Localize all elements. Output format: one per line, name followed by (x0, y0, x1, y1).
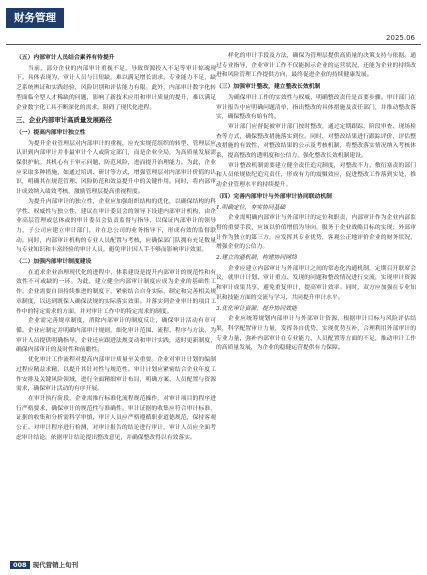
section-heading: （三）加强审计整改，建立整改长效机制 (216, 84, 321, 91)
paragraph: 企业需明确内部审计与外部审计的定位和职责，内部审计作为企业内部监督的重要手段，应该以价值增值为导向，服务于企业战略目标的实现；外部审计作为独立的第三方，应发挥其专业优势，客观公正地评价企业的财务状况，增强企业的公信力。 (216, 215, 416, 251)
header-bar (0, 0, 427, 40)
section-heading: （一）提高内部审计独立性 (16, 129, 86, 136)
section-label: 财务管理 (6, 8, 64, 28)
paragraph: 当前，部分企业的内部审计重视不足，导致资源投入不足等审计惊魂现下。具体表现为，审计人员与日短缺，难以满足增长需求，专业能力不足，缺乏系统辨证和实践经验，风险识别和评估能力有限。此外，内部审计数字化转型面临全型人才稀缺的问题，影响了新技术应用和审计质量的提升，难以满足企业数字化工具不断深化的需求，阻碍了现代化进程。 (16, 65, 216, 111)
section-heading: （四）完善内部审计与外部审计协同联动机制 (216, 193, 332, 200)
paragraph: 企业应统筹规划内部审计与外部审计资源，根据审计目标与风险评估结果，科学配置审计力量，发挥各自优势，实现优势互补，合理利用外部审计的专业力量，弥补内部审计在专业能力、人员配置等方面的不足，推动审计工作的高质量发展，为企业的稳健运营提供有力保障。 (216, 316, 416, 352)
footer (10, 560, 78, 569)
paragraph: 在审计执行阶段，企业需推行标准化流程规范操作，对审计项目的程序进行严格要求，确保审计的规范性与准确性。审计证据的收集应符合审计标准，证据的收集和分析需科学审慎，审计人员应严格遵循职业道德规范，保持客观公正。对审计程序进行检测，对审计报告的结论进行审计，审计人员应全面考虑审计结论，依据审计结论提出整改意见，并确保整改得以有效落实。 (16, 395, 216, 441)
paragraph: 为提升内部审计的独立性，企业应加强组织结构的优化，以确保结构的科学性、权威性与独立性，建议在审计委员会的领导下设建内部审计机构，由企业高层管理或总体或的审计委员会负责监督与指导，以保证内部审计的领导力，子公司应建立审计部门，并在总公司的业务指导下，形成有效的监督联动。同时，内部审计机构的专业人员配置与考核，应确保部门队拥有充足数量与专业知识和丰富经验的审计人员，避免审计因人手不够而影响审计效果。 (16, 198, 216, 254)
section-heading: 三、企业内部审计高质量发展路径 (16, 116, 112, 125)
paragraph: 审计整改机制需要建立健全责任追究制度，对整改不力、敷衍塞责的部门和人员依规依纪追究责任，形成有力的震慑效应，促进整改工作落到实处，推动企业管理水平的持续提升。 (216, 162, 416, 189)
left-column (16, 52, 216, 443)
section-heading: （二）加强内部审计制度建设 (16, 259, 92, 266)
section-heading: （五）内部审计人员结合素养有待提升 (16, 55, 115, 61)
issue-number: 2025.06 (386, 34, 415, 42)
paragraph: 为确保审计工作的实效性与权威，明确整改责任是首要步骤。审计部门在审计报告中应明确问题清单，指出整改的具体措施及责任部门，并推动整改落实，确保整改有始有终。 (216, 94, 416, 121)
paragraph: 在追求企业治理现代化的进程中，体系建设是提升内部审计的规范性和有效性不可或缺的一环。为此，建立健全内部审计制度应成为企业的基础性工作。企业需要自顶持续推进的制度下，紧密结合自身实际，制定和完善相关规章制度，以达到既保人确保法规的实际落实效果。并落实到企业审计的项目工作中的特定需求的方面，并对审计工作中的特定需求的制度。 (16, 269, 216, 315)
paragraph: 企业应建立内部审计与外部审计之间的常态化沟通机制，定期召开联席会议，就审计计划、审计重点、发现的问题和整改情况进行交流，实现审计资源和审计成果共享，避免重复审计，提高审计效率。同时，双方应加强在专业知识和技能方面的交流与学习，共同提升审计水平。 (216, 265, 416, 301)
header-divider (6, 44, 421, 45)
paragraph: 企业需完善规章制度，消除内部审计的制度反让，确保审计活动有章可循。企业应制定并明确内部审计规则，细化审计范围、流程、程序与方法，为审计人员提供明确指导。企业还应跟进法规变动和审计实践，适时更新制度，确保内部审计的及时性和前瞻性。 (16, 318, 216, 354)
journal-name: 现代营销上旬刊 (32, 561, 79, 569)
paragraph: 审计部门应督促被审计部门按时整改，通过定期跟踪、阶段审查、现场检查等方式，确保整改措施落实到位。同时，对整改结果进行跟踪评价，评估整改措施的有效性，对整改结果的公示及考核机制，将整改落实情况纳入考核体系，提高整改的透明度和公信力，强化整改长效机制建设。 (216, 123, 416, 160)
paragraph: 为提升企业管理层对内部审计的重视，应充实规范组织的转型、管理层应认识到内部审计并非最审计个人或阶定部门，而是企业全局，为高质量发展需保供护航。其机心有于审示问题、防范风险，进而提升治理能力。为此，企业应采取多种措施，如通过培训、研讨等方式，增强管理层对内部审计价值的认识，明确其在规范管理、风险防范和效益提升中的关键作用。同时，将内部审计成效纳入绩效考核，激励管理层提高重视程度。 (16, 140, 216, 196)
section-heading: 3.优化审计资源，提升协同效能 (216, 305, 297, 312)
paragraph: 样化的审计手段及方法，确保为管理层提供高质量的决策支持与依据。通过专业指导，企业审计工作不仅能揭示企业的运营状况，还能为企业的持续改进和风险管理工作提供方向，最终促进企业的持续健康发展。 (216, 53, 416, 79)
paragraph: 优化审计工作流程对提高内部审计质量至关重要。企业对审计计划的编制过程应精益求精，以提升其针对性与规范性。审计计划应紧密结合企业年度工作安排及关键风险领域，进行全面精细审计布局，明确方案、人员配置与资源需求，确保审计活动的有序开展。 (16, 357, 216, 393)
section-heading: 1.明确定位，夯实协同基础 (216, 204, 286, 211)
section-heading: 2.建立沟通机制，构建协同网络 (216, 255, 297, 262)
right-column (216, 52, 416, 354)
page-number: 008 (10, 561, 30, 569)
